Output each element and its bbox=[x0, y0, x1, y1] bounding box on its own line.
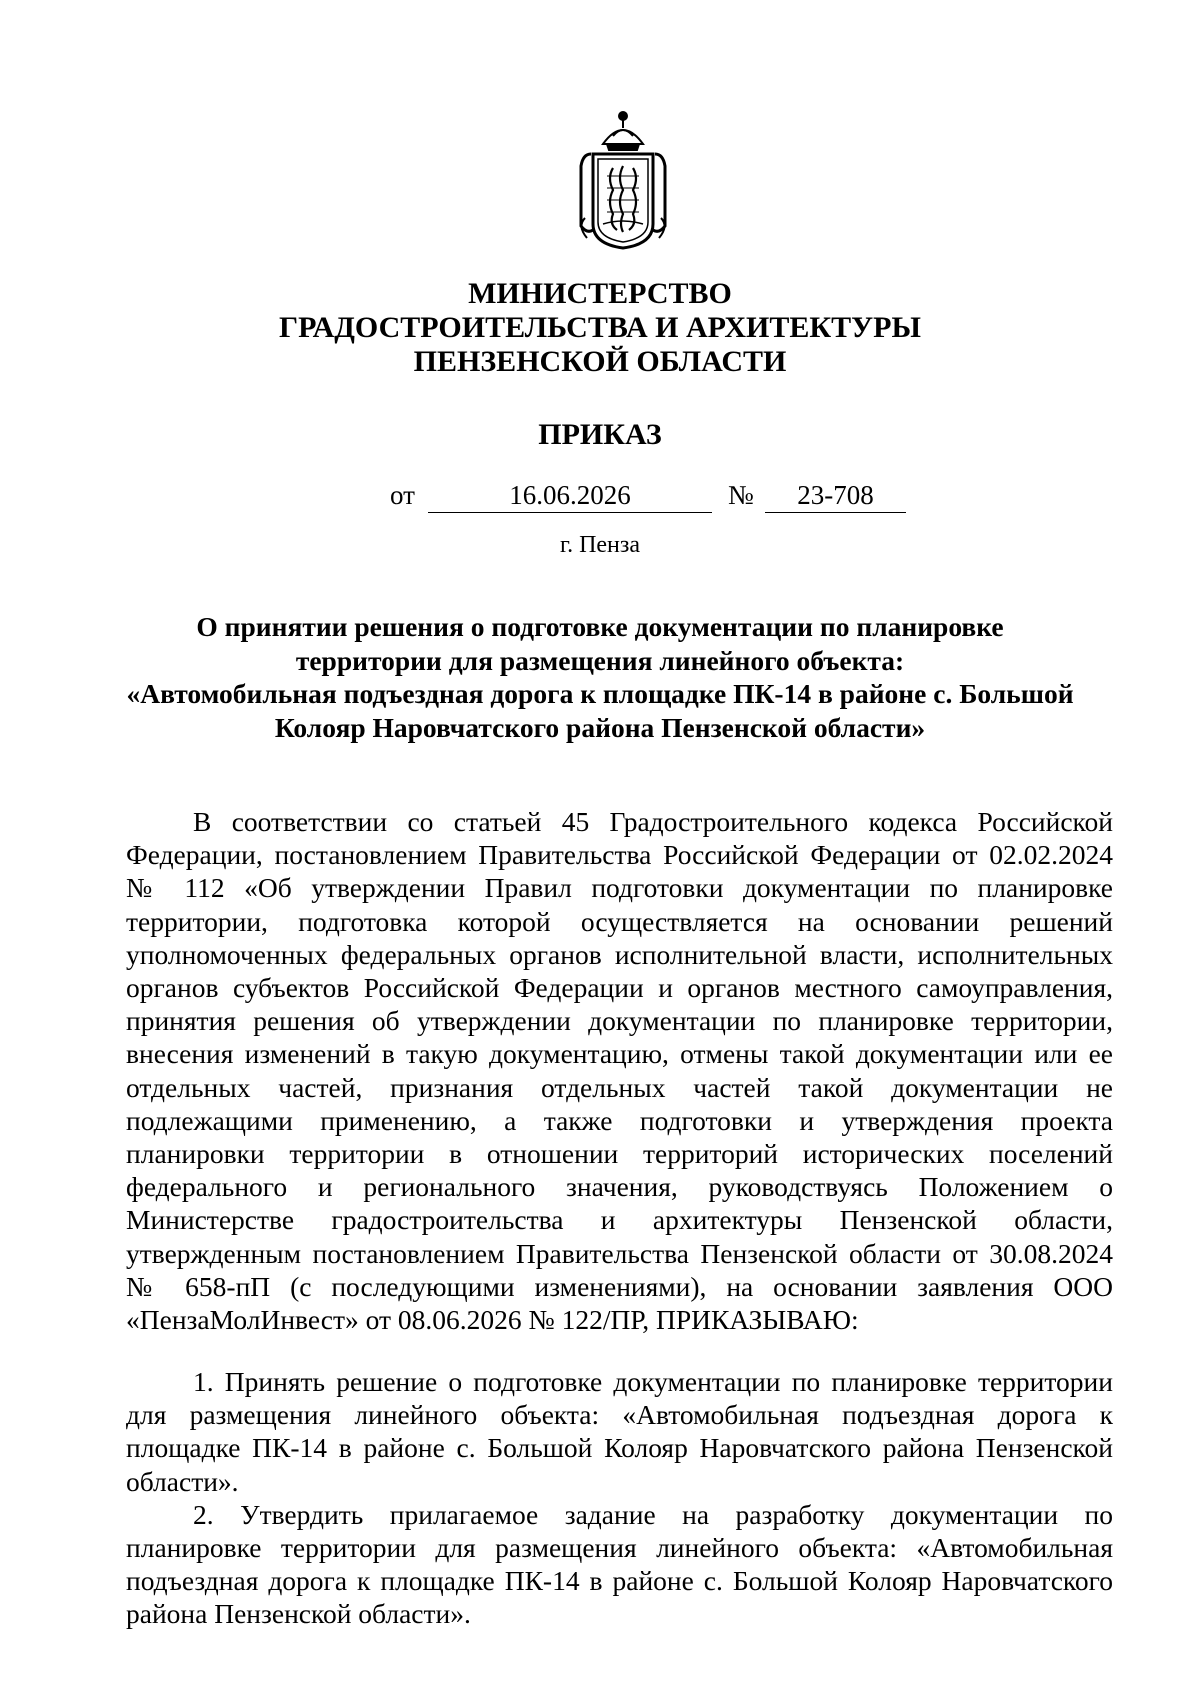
city-label: г. Пенза bbox=[559, 532, 641, 558]
document-type-heading: ПРИКАЗ bbox=[538, 418, 662, 451]
coat-of-arms-emblem bbox=[567, 106, 679, 256]
order-item-2: 2. Утвердить прилагаемое задание на разработку документации по планировке территории для размещения линейного объекта: «Автомобильная подъездная дорога к площадке ПК-14 в районе с. Большой Колояр Наровчатского района Пензенской области». bbox=[126, 1498, 1113, 1630]
order-title bbox=[0, 610, 1200, 744]
order-title-line-1: О принятии решения о подготовке документации по планировке bbox=[196, 611, 1004, 642]
order-title-line-4: Колояр Наровчатского района Пензенской области» bbox=[274, 711, 926, 743]
date-prefix: от bbox=[390, 480, 415, 510]
number-sign: № bbox=[728, 480, 754, 510]
order-items bbox=[126, 1365, 1113, 1631]
order-date: 16.06.2026 bbox=[428, 480, 712, 513]
order-number: 23-708 bbox=[765, 480, 906, 513]
preamble-paragraph bbox=[126, 805, 1113, 1336]
order-title-line-2: территории для размещения линейного объекта: bbox=[295, 644, 905, 676]
ministry-name-line-2: ГРАДОСТРОИТЕЛЬСТВА И АРХИТЕКТУРЫ bbox=[279, 311, 921, 344]
ministry-name-line-1: МИНИСТЕРСТВО bbox=[468, 277, 732, 310]
ministry-name-line-3: ПЕНЗЕНСКОЙ ОБЛАСТИ bbox=[413, 345, 787, 378]
order-title-line-3: «Автомобильная подъездная дорога к площадке ПК-14 в районе с. Большой bbox=[126, 678, 1074, 709]
date-number-row bbox=[0, 480, 1200, 516]
order-item-1: 1. Принять решение о подготовке документации по планировке территории для размещения линейного объекта: «Автомобильная подъездная дорога к площадке ПК-14 в районе с. Большой Колояр Наровчатского района Пензенской области». bbox=[126, 1366, 1113, 1497]
preamble-text: В соответствии со статьей 45 Градостроительного кодекса Российской Федерации, постановлением Правительства Российской Федерации от 02.02.2024 № 112 «Об утверждении Правил подготовки документации по планировке территории, подготовка которой осуществляется на основании решений уполномоченных федеральных органов исполнительной власти, исполнительных органов субъектов Российской Федерации и органов местного самоуправления, принятия решения об утверждении документации по планировке территории, внесения изменений в такую документацию, отмены такой документации или ее отдельных частей, признания отдельных частей такой документации не подлежащими применению, а также подготовки и утверждения проекта планировки территории в отношении территорий исторических поселений федерального и регионального значения, руководствуясь Положением о Министерстве градостроительства и архитектуры Пензенской области, утвержденным постановлением Правительства Пензенской области от 30.08.2024 № 658-пП (с последующими изменениями), на основании заявления ООО «ПензаМолИнвест» от 08.06.2026 № 122/ПР, ПРИКАЗЫВАЮ: bbox=[126, 806, 1113, 1336]
